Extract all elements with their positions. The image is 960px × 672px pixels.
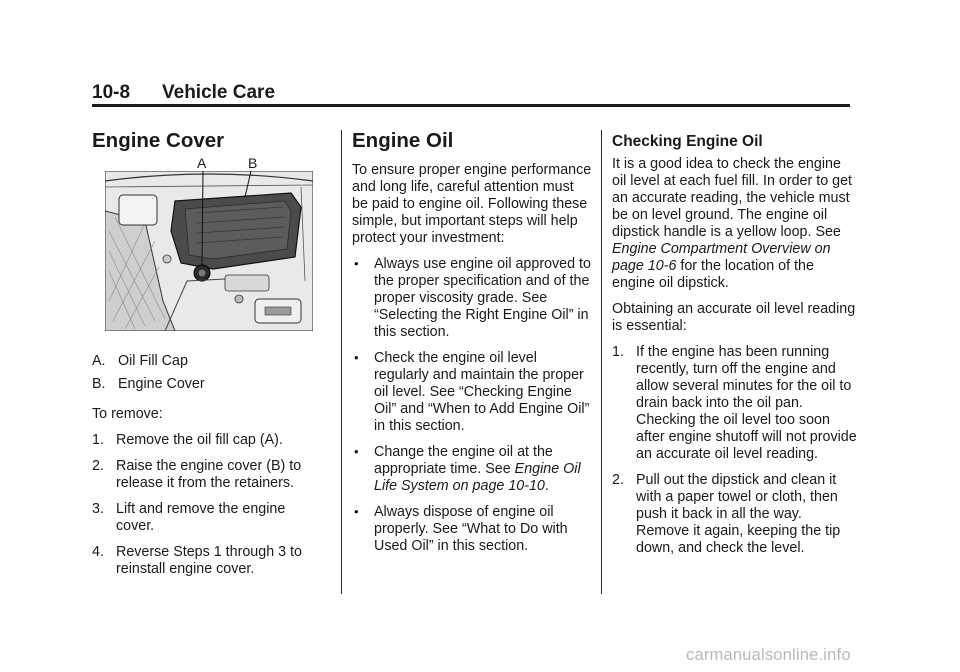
list-item: • Check the engine oil level regularly and maintain the proper oil level. See “Checking Engine Oil” and “When to Add Engine Oil” in this section. — [354, 350, 590, 434]
engine-oil-bullets — [352, 256, 592, 555]
figure-legend — [92, 353, 324, 393]
checking-steps — [612, 344, 857, 557]
checking-engine-oil-section — [612, 128, 857, 557]
bullet-icon: • — [354, 504, 359, 519]
to-remove-intro: To remove: — [92, 406, 163, 422]
bullet-icon: • — [354, 444, 359, 459]
engine-compartment-illustration — [105, 171, 313, 331]
engine-cover-section — [92, 128, 324, 578]
page-header — [92, 82, 850, 104]
checking-oil-paragraph: It is a good idea to check the engine oil level at each fuel fill. In order to get an accurate reading, the vehicle must be on level ground. The engine oil dipstick handle is a yellow loop. See Engine Compartment Overview on page 10-6 for the location of the engine oil dipstick. — [612, 156, 853, 291]
watermark: carmanualsonline.info — [686, 646, 851, 664]
column-divider — [341, 130, 342, 594]
section-title: Vehicle Care — [162, 82, 276, 103]
list-item: • Always use engine oil approved to the proper specification and of the proper viscosity grade. See “Selecting the Right Engine Oil” in this section. — [354, 256, 591, 340]
accurate-reading-paragraph: Obtaining an accurate oil level reading is essential: — [612, 301, 856, 334]
bullet-icon: • — [354, 350, 359, 365]
list-item: • Change the engine oil at the appropriate time. See Engine Oil Life System on page 10-10. — [354, 444, 581, 494]
page-number: 10-8 — [92, 82, 131, 103]
callout-b-label: B — [248, 155, 258, 171]
oil-life-system-reference[interactable]: Engine Oil Life System on page 10-10 — [374, 461, 581, 494]
legend-item: A. Oil Fill Cap — [92, 353, 188, 369]
list-item: 1. Remove the oil fill cap (A). — [92, 432, 283, 448]
removal-steps — [92, 432, 324, 578]
engine-compartment-overview-reference[interactable]: Engine Compartment Overview on page 10-6 — [612, 241, 831, 274]
list-item: • Always dispose of engine oil properly. See “What to Do with Used Oil” in this section. — [354, 504, 568, 554]
list-item: 4. Reverse Steps 1 through 3 to reinstall engine cover. — [92, 544, 302, 577]
callout-a-label: A — [197, 155, 207, 171]
engine-cover-figure — [105, 155, 313, 331]
engine-oil-intro: To ensure proper engine performance and long life, careful attention must be paid to engine oil. Following these simple, but important steps will help protect your investment: — [352, 162, 592, 246]
engine-oil-section — [352, 128, 592, 555]
list-item: 1. If the engine has been running recently, turn off the engine and allow several minutes for the oil to drain back into the oil pan. Checking the oil level too soon after engine shutoff will not provide an accurate oil level reading. — [612, 344, 857, 462]
bullet-icon: • — [354, 256, 359, 271]
list-item: 3. Lift and remove the engine cover. — [92, 501, 286, 534]
header-rule — [92, 104, 850, 107]
column-divider — [601, 130, 602, 594]
legend-item: B. Engine Cover — [92, 376, 205, 392]
checking-engine-oil-heading: Checking Engine Oil — [612, 133, 763, 150]
engine-oil-heading: Engine Oil — [352, 129, 454, 152]
list-item: 2. Pull out the dipstick and clean it with a paper towel or cloth, then push it back in all the way. Remove it again, keeping the tip down, and check the level. — [612, 472, 841, 556]
engine-cover-heading: Engine Cover — [92, 129, 225, 152]
list-item: 2. Raise the engine cover (B) to release it from the retainers. — [92, 458, 302, 491]
